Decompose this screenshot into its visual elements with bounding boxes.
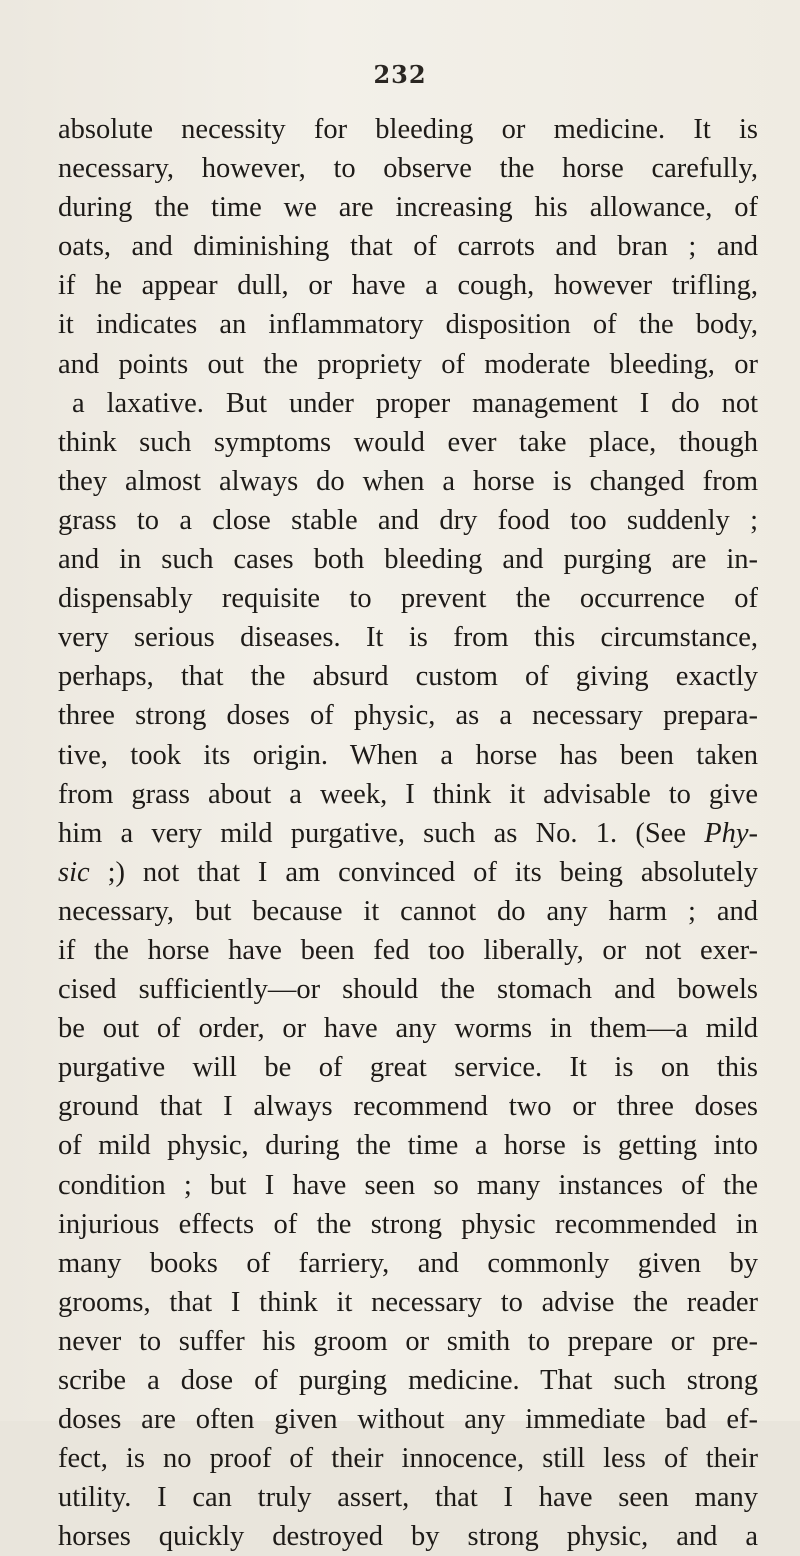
text-line: horses quickly destroyed by strong physic, and a [58, 1521, 758, 1553]
text-line: injurious effects of the strong physic recommended in [58, 1208, 758, 1240]
text-line: necessary, but because it cannot do any harm ; and [58, 895, 758, 927]
text-line-segment: him a very mild purgative, such as No. 1. (See [58, 817, 705, 849]
text-line: never to suffer his groom or smith to prepare or pre- [58, 1325, 758, 1357]
text-line: utility. I can truly assert, that I have seen many [58, 1482, 758, 1514]
text-line: and in such cases both bleeding and purging are in- [58, 544, 758, 576]
text-line: they almost always do when a horse is changed from [58, 465, 758, 497]
text-line: doses are often given without any immediate bad ef- [58, 1404, 758, 1436]
text-line: perhaps, that the absurd custom of giving exactly [58, 661, 758, 693]
text-line: and points out the propriety of moderate bleeding, or [58, 348, 758, 380]
text-line: fect, is no proof of their innocence, still less of their [58, 1443, 758, 1475]
text-line: three strong doses of physic, as a necessary prepara- [58, 700, 758, 732]
text-line: of mild physic, during the time a horse is getting into [58, 1130, 758, 1162]
text-line: if he appear dull, or have a cough, however trifling, [58, 270, 758, 302]
text-line: condition ; but I have seen so many instances of the [58, 1169, 758, 1201]
italic-word: sic [58, 856, 90, 888]
text-line: tive, took its origin. When a horse has been taken [58, 739, 758, 771]
text-line: cised sufficiently—or should the stomach and bowels [58, 974, 758, 1006]
text-line: think such symptoms would ever take place, though [58, 426, 758, 458]
text-line: scribe a dose of purging medicine. That such strong [58, 1365, 758, 1396]
italic-word: Phy- [704, 817, 758, 849]
text-line: from grass about a week, I think it advisable to give [58, 778, 758, 810]
text-line-with-italic [58, 814, 758, 853]
text-line: grass to a close stable and dry food too suddenly ; [58, 504, 758, 536]
text-line: during the time we are increasing his allowance, of [58, 192, 758, 224]
text-line: absolute necessity for bleeding or medicine. It is [58, 114, 758, 145]
page-body-text [58, 110, 758, 1556]
text-line: necessary, however, to observe the horse carefully, [58, 153, 758, 185]
text-line-with-italic [58, 853, 758, 892]
text-line: very serious diseases. It is from this circumstance, [58, 622, 758, 654]
text-line: purgative will be of great service. It is on this [58, 1052, 758, 1084]
page-number: 232 [373, 60, 427, 89]
text-line: grooms, that I think it necessary to advise the reader [58, 1286, 758, 1318]
text-line: many books of farriery, and commonly given by [58, 1247, 758, 1279]
text-line: a laxative. But under proper management I do not [72, 387, 758, 419]
text-line-segment: ;) not that I am convinced of its being absolutely [89, 856, 758, 888]
text-line: if the horse have been fed too liberally, or not exer- [58, 934, 758, 966]
text-line: ground that I always recommend two or three doses [58, 1091, 758, 1123]
text-line: dispensably requisite to prevent the occurrence of [58, 583, 758, 615]
text-line: be out of order, or have any worms in them—a mild [58, 1013, 758, 1045]
text-line: oats, and diminishing that of carrots and bran ; and [58, 231, 758, 263]
text-line: it indicates an inflammatory disposition of the body, [58, 309, 758, 341]
